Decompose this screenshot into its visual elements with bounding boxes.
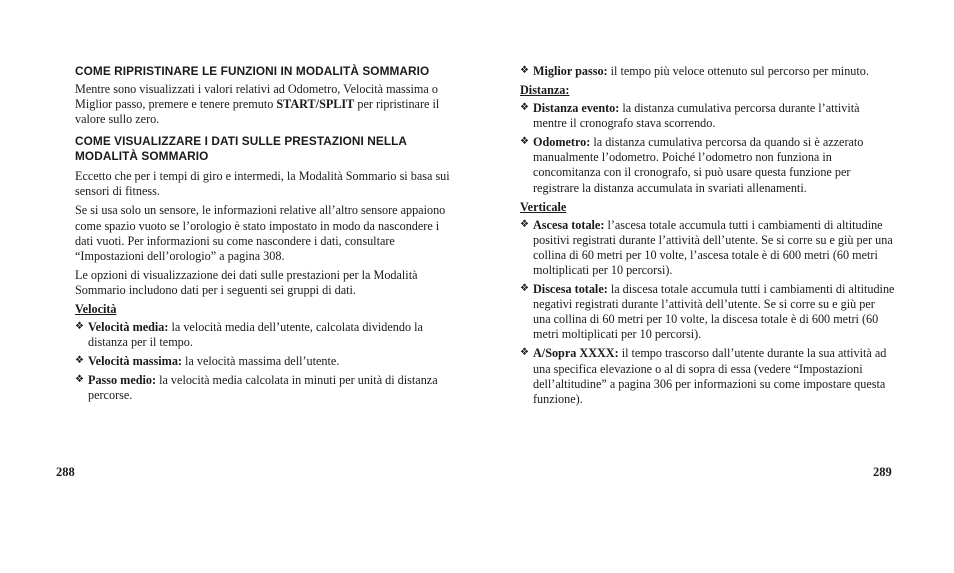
- item-term: Discesa totale:: [533, 282, 608, 297]
- list-item: [520, 346, 895, 406]
- item-term: Passo medio:: [88, 373, 157, 388]
- bullet-icon: ❖: [520, 283, 529, 295]
- paragraph-sensore-singolo: Se si usa solo un sensore, le informazioni relative all’altro sensore appaiono come spazio vuoto se l’orologio è stato impostato in modo da nascondere i dati vuoti. Per informazioni su come nascondere i dati, consultare “Impostazioni dell’orologio” a pagina 308.: [75, 203, 446, 263]
- item-term: Ascesa totale:: [533, 217, 605, 232]
- list-item: [75, 320, 451, 350]
- paragraph-sensori: Eccetto che per i tempi di giro e intermedi, la Modalità Sommario si basa sui sensori di fitness.: [75, 169, 450, 199]
- section-distanza: Distanza:: [520, 83, 570, 98]
- list-item: [520, 218, 895, 278]
- item-desc: la velocità massima dell’utente.: [182, 354, 340, 369]
- list-item: [75, 373, 451, 403]
- right-page: [520, 64, 895, 411]
- bullet-icon: ❖: [520, 218, 529, 230]
- bullet-icon: ❖: [520, 102, 529, 114]
- list-item: [520, 64, 895, 79]
- bullet-icon: ❖: [520, 136, 529, 148]
- velocita-list: [75, 320, 451, 403]
- bullet-icon: ❖: [75, 374, 84, 386]
- list-item: [520, 101, 895, 131]
- item-term: Velocità media:: [88, 320, 169, 335]
- bullet-icon: ❖: [75, 355, 84, 367]
- section-verticale: Verticale: [520, 199, 567, 214]
- heading-ripristinare: COME RIPRISTINARE LE FUNZIONI IN MODALITÀ SOMMARIO: [75, 64, 430, 78]
- item-term: A/Sopra XXXX:: [533, 346, 619, 361]
- left-page: [75, 64, 451, 408]
- item-term: Distanza evento:: [533, 101, 620, 116]
- item-desc: la distanza cumulativa percorsa durante l’attività mentre il cronografo stava scorrendo.: [533, 101, 860, 131]
- item-desc: la distanza cumulativa percorsa da quando si è azzerato manualmente l’odometro. Poiché l’odometro non funziona in concomitanza con il cronografo, si può usare questa funzione per registrare la distanza accumulata in svariati allenamenti.: [533, 135, 864, 195]
- item-desc: la velocità media dell’utente, calcolata dividendo la distanza per il tempo.: [88, 320, 423, 350]
- item-desc: il tempo più veloce ottenuto sul percorso per minuto.: [607, 64, 869, 78]
- item-desc: la velocità media calcolata in minuti per unità di distanza percorse.: [88, 373, 438, 403]
- page-number-right: 289: [873, 465, 892, 479]
- bullet-icon: ❖: [520, 347, 529, 359]
- distanza-list: [520, 101, 895, 196]
- item-term: Odometro:: [533, 135, 591, 150]
- paragraph-text: per ripristinare il valore sullo zero.: [75, 97, 440, 127]
- paragraph-opzioni: Le opzioni di visualizzazione dei dati sulle prestazioni per la Modalità Sommario includono dati per i seguenti sei gruppi di dati.: [75, 267, 418, 297]
- list-item: [520, 282, 895, 342]
- button-name-start-split: START/SPLIT: [276, 97, 355, 112]
- top-list: [520, 64, 895, 79]
- bullet-icon: ❖: [520, 65, 529, 76]
- paragraph-ripristinare: [75, 82, 451, 127]
- page-number-left: 288: [56, 465, 75, 479]
- item-term: Velocità massima:: [88, 354, 182, 369]
- item-term: Miglior passo:: [533, 64, 608, 78]
- item-desc: il tempo trascorso dall’utente durante la sua attività ad una specifica elevazione o al di sopra di essa (vedere “Impostazioni dell’altitudine” a pagina 306 per informazioni su come impostare questa funzione).: [533, 346, 887, 406]
- verticale-list: [520, 218, 895, 407]
- item-desc: la discesa totale accumula tutti i cambiamenti di altitudine negativi registrati durante l’attività dell’utente. Se si corre su e giù per una collina di 60 metri per 10 volte, la discesa totale è di 600 metri (60 metri moltiplicati per 10 percorsi).: [533, 282, 895, 342]
- list-item: [520, 135, 895, 195]
- item-desc: l’ascesa totale accumula tutti i cambiamenti di altitudine positivi registrati durante l’attività dell’utente. Se si corre su e giù per una collina di 60 metri per 10 volte, l’ascesa totale è di 600 metri (60 metri moltiplicati per 10 percorsi).: [533, 217, 893, 277]
- section-velocita: Velocità: [75, 302, 117, 317]
- bullet-icon: ❖: [75, 321, 84, 333]
- heading-visualizzare: COME VISUALIZZARE I DATI SULLE PRESTAZIONI NELLA MODALITÀ SOMMARIO: [75, 134, 407, 164]
- list-item: [75, 354, 451, 369]
- paragraph-text: Mentre sono visualizzati i valori relativi ad Odometro, Velocità massima o Miglior passo, premere e tenere premuto: [75, 82, 438, 112]
